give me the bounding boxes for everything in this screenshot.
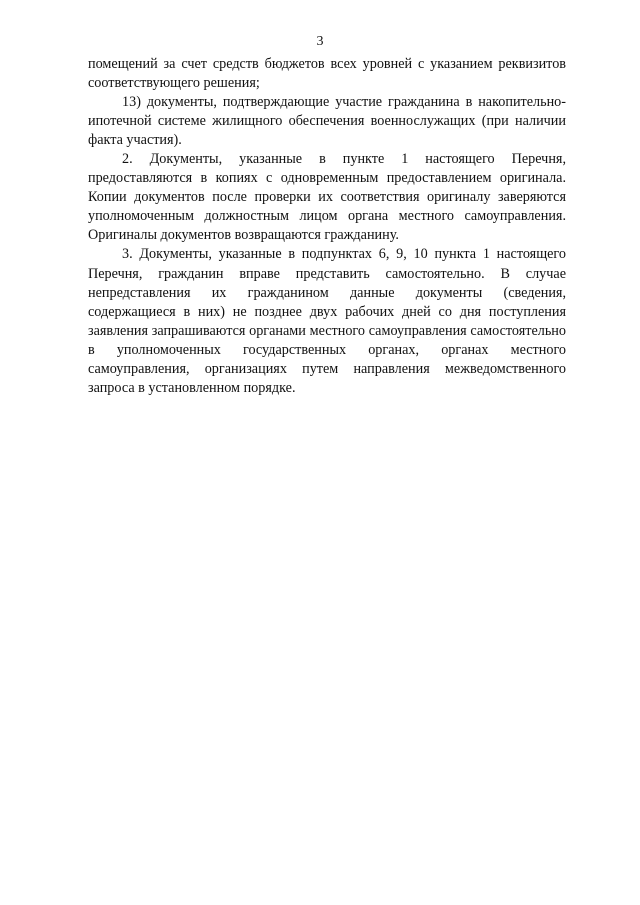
paragraph-item-13: 13) документы, подтверждающие участие гражданина в накопительно-ипотечной системе жилищного обеспечения военнослужащих (при наличии факта участия). — [88, 94, 566, 149]
paragraph-section-3: 3. Документы, указанные в подпунктах 6, 9, 10 пункта 1 настоящего Перечня, гражданин вправе представить самостоятельно. В случае непредставления их гражданином данные документы (сведения, содержащиеся в них) не позднее двух рабочих дней со дня поступления заявления запрашиваются органами местного самоуправления самостоятельно в уполномоченных государственных органах, органах местного самоуправления, организациях путем направления межведомственного запроса в установленном порядке. — [88, 246, 566, 396]
page-number: 3 — [316, 34, 324, 49]
document-body — [88, 55, 566, 398]
paragraph-continuation: помещений за счет средств бюджетов всех уровней с указанием реквизитов соответствующего решения; — [88, 56, 566, 92]
paragraph-section-2: 2. Документы, указанные в пункте 1 настоящего Перечня, предоставляются в копиях с одновременным предоставлением оригинала. Копии документов после проверки их соответствия оригиналу заверяются уполномоченным должностным лицом органа местного самоуправления. Оригиналы документов возвращаются гражданину. — [88, 151, 566, 244]
